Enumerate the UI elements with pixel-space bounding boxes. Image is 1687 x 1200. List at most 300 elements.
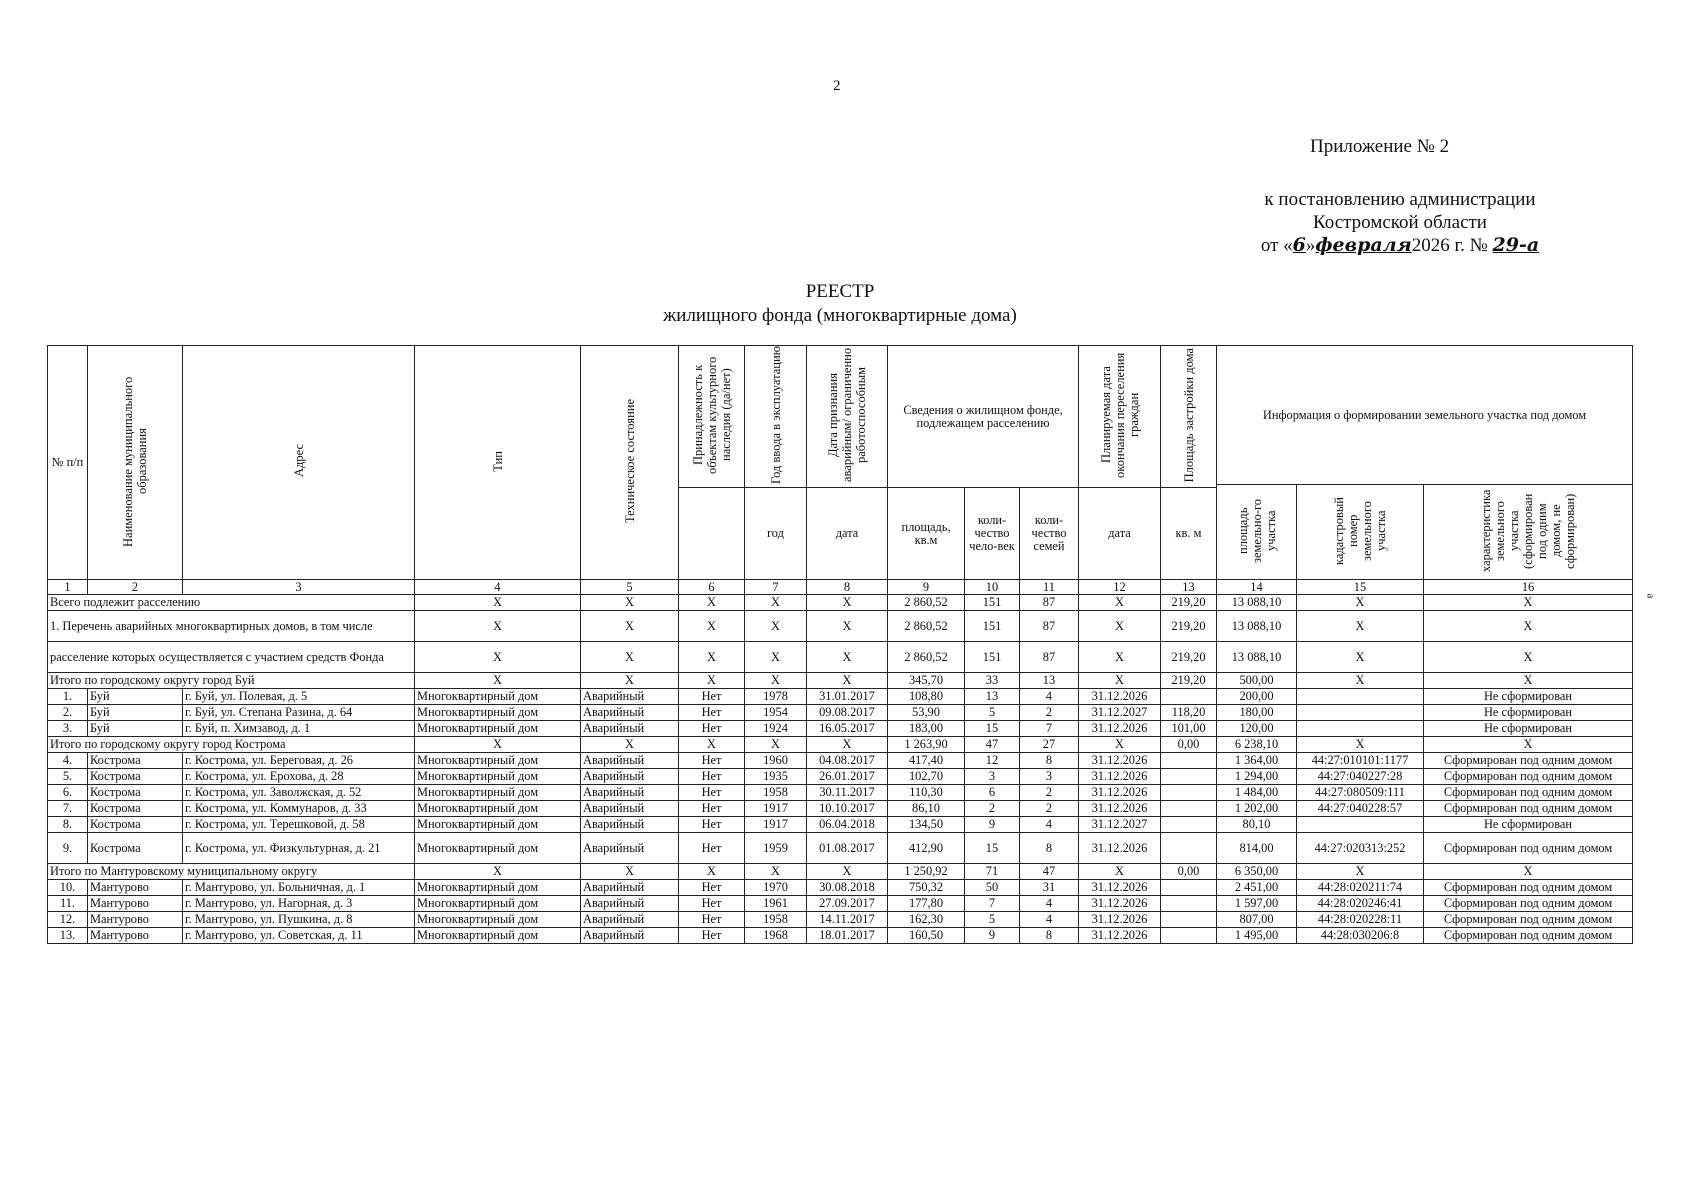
cell-fam: 8 [1020,928,1079,944]
header-num: № п/п [48,346,88,580]
cell-ls: Сформирован под одним домом [1424,801,1633,817]
cell-area: 86,10 [888,801,965,817]
col-number: 15 [1297,580,1424,595]
summary-cell-ls: Х [1424,642,1633,673]
cell-rd: 31.12.2027 [1079,817,1161,833]
cell-m: Кострома [88,785,183,801]
summary-cell-h: Х [679,595,745,611]
summary-cell-h: Х [679,737,745,753]
cell-n: 9. [48,833,88,864]
table-row [48,705,1633,721]
cell-a: г. Кострома, ул. Коммунаров, д. 33 [183,801,415,817]
cell-cad: 44:28:020246:41 [1297,896,1424,912]
cell-t: Многоквартирный дом [415,689,581,705]
col-number: 7 [745,580,807,595]
col-number: 13 [1161,580,1217,595]
summary-cell-y: Х [745,611,807,642]
cell-d: 06.04.2018 [807,817,888,833]
summary-cell-t: Х [415,737,581,753]
cell-ls: Сформирован под одним домом [1424,880,1633,896]
decree-line-2: Костромской области [1313,212,1487,233]
cell-c: Аварийный [581,785,679,801]
summary-cell-fam: 13 [1020,673,1079,689]
summary-cell-ba: 219,20 [1161,595,1217,611]
header-land-area: площадь земельно-го участка [1217,485,1297,580]
summary-cell-rd: Х [1079,642,1161,673]
summary-cell-ls: Х [1424,737,1633,753]
cell-people: 7 [965,896,1020,912]
cell-a: г. Кострома, ул. Ерохова, д. 28 [183,769,415,785]
summary-cell-y: Х [745,864,807,880]
summary-cell-y: Х [745,737,807,753]
summary-cell-la: 6 238,10 [1217,737,1297,753]
cell-fam: 4 [1020,896,1079,912]
cell-area: 183,00 [888,721,965,737]
summary-cell-h: Х [679,864,745,880]
cell-cad: 44:28:020211:74 [1297,880,1424,896]
summary-cell-y: Х [745,642,807,673]
decree-year: 2026 г. № [1411,235,1488,256]
cell-la: 1 495,00 [1217,928,1297,944]
summary-cell-d: Х [807,611,888,642]
cell-t: Многоквартирный дом [415,753,581,769]
cell-a: г. Кострома, ул. Физкультурная, д. 21 [183,833,415,864]
cell-c: Аварийный [581,721,679,737]
cell-ls: Не сформирован [1424,689,1633,705]
cell-t: Многоквартирный дом [415,721,581,737]
decree-month: февраля [1315,234,1412,256]
cell-y: 1960 [745,753,807,769]
summary-cell-d: Х [807,673,888,689]
cell-h: Нет [679,928,745,944]
cell-n: 5. [48,769,88,785]
decree-reference [1235,188,1565,257]
col-number: 2 [88,580,183,595]
cell-t: Многоквартирный дом [415,912,581,928]
summary-cell-cad: Х [1297,737,1424,753]
cell-n: 11. [48,896,88,912]
cell-people: 13 [965,689,1020,705]
summary-row-list1 [48,611,1633,642]
summary-label: Всего подлежит расселению [48,595,415,611]
cell-fam: 2 [1020,785,1079,801]
cell-n: 1. [48,689,88,705]
cell-d: 30.08.2018 [807,880,888,896]
summary-cell-t: Х [415,673,581,689]
col-number: 5 [581,580,679,595]
cell-ls: Не сформирован [1424,817,1633,833]
column-number-row [48,580,1633,595]
cell-a: г. Мантурово, ул. Советская, д. 11 [183,928,415,944]
cell-c: Аварийный [581,896,679,912]
cell-people: 5 [965,912,1020,928]
header-condition: Техническое состояние [581,346,679,580]
cell-c: Аварийный [581,689,679,705]
cell-ls: Сформирован под одним домом [1424,769,1633,785]
col-number: 9 [888,580,965,595]
cell-ba [1161,753,1217,769]
cell-la: 1 202,00 [1217,801,1297,817]
cell-fam: 4 [1020,817,1079,833]
cell-a: г. Буй, ул. Степана Разина, д. 64 [183,705,415,721]
cell-rd: 31.12.2026 [1079,689,1161,705]
cell-ba [1161,817,1217,833]
cell-h: Нет [679,769,745,785]
cell-d: 27.09.2017 [807,896,888,912]
cell-ls: Сформирован под одним домом [1424,912,1633,928]
cell-rd: 31.12.2026 [1079,912,1161,928]
table-row [48,801,1633,817]
cell-people: 15 [965,833,1020,864]
cell-n: 13. [48,928,88,944]
header-built-area: Площадь застройки дома [1161,346,1217,488]
cell-a: г. Мантурово, ул. Пушкина, д. 8 [183,912,415,928]
cell-area: 108,80 [888,689,965,705]
cell-t: Многоквартирный дом [415,785,581,801]
cell-area: 134,50 [888,817,965,833]
cell-cad [1297,817,1424,833]
summary-cell-cad: Х [1297,595,1424,611]
summary-cell-area: 2 860,52 [888,595,965,611]
header-type: Тип [415,346,581,580]
cell-h: Нет [679,721,745,737]
cell-h: Нет [679,912,745,928]
cell-y: 1917 [745,817,807,833]
col-number: 12 [1079,580,1161,595]
cell-la: 80,10 [1217,817,1297,833]
cell-ba [1161,801,1217,817]
summary-cell-c: Х [581,642,679,673]
cell-a: г. Кострома, ул. Терешковой, д. 58 [183,817,415,833]
summary-cell-t: Х [415,642,581,673]
cell-h: Нет [679,705,745,721]
cell-la: 180,00 [1217,705,1297,721]
cell-rd: 31.12.2026 [1079,753,1161,769]
cell-la: 120,00 [1217,721,1297,737]
summary-cell-rd: Х [1079,737,1161,753]
col-number: 4 [415,580,581,595]
col-number: 10 [965,580,1020,595]
cell-y: 1970 [745,880,807,896]
summary-label: Итого по городскому округу город Кострома [48,737,415,753]
table-row [48,769,1633,785]
cell-n: 6. [48,785,88,801]
cell-people: 50 [965,880,1020,896]
cell-m: Буй [88,705,183,721]
summary-cell-la: 500,00 [1217,673,1297,689]
cell-n: 10. [48,880,88,896]
cell-c: Аварийный [581,769,679,785]
cell-h: Нет [679,801,745,817]
cell-area: 53,90 [888,705,965,721]
cell-d: 31.01.2017 [807,689,888,705]
cell-area: 412,90 [888,833,965,864]
cell-y: 1958 [745,785,807,801]
summary-cell-people: 33 [965,673,1020,689]
summary-cell-c: Х [581,864,679,880]
summary-cell-c: Х [581,611,679,642]
cell-d: 04.08.2017 [807,753,888,769]
summary-cell-h: Х [679,642,745,673]
summary-cell-la: 13 088,10 [1217,595,1297,611]
cell-ba [1161,928,1217,944]
cell-c: Аварийный [581,753,679,769]
cell-d: 18.01.2017 [807,928,888,944]
header-unit-date2: дата [1079,488,1161,580]
margin-mark: а [1644,593,1657,599]
table-row [48,880,1633,896]
summary-cell-ls: Х [1424,611,1633,642]
summary-cell-h: Х [679,673,745,689]
summary-cell-ba: 0,00 [1161,737,1217,753]
cell-m: Мантурово [88,896,183,912]
summary-cell-rd: Х [1079,673,1161,689]
cell-c: Аварийный [581,880,679,896]
cell-area: 162,30 [888,912,965,928]
summary-cell-people: 151 [965,611,1020,642]
cell-la: 200,00 [1217,689,1297,705]
summary-cell-cad: Х [1297,864,1424,880]
summary-cell-t: Х [415,595,581,611]
decree-line-1: к постановлению администрации [1264,189,1536,210]
decree-day: 6 [1292,234,1306,256]
summary-cell-people: 47 [965,737,1020,753]
cell-ba [1161,912,1217,928]
summary-cell-d: Х [807,595,888,611]
cell-t: Многоквартирный дом [415,928,581,944]
cell-c: Аварийный [581,801,679,817]
cell-rd: 31.12.2026 [1079,896,1161,912]
cell-ls: Сформирован под одним домом [1424,928,1633,944]
summary-row-manturovo [48,864,1633,880]
cell-la: 807,00 [1217,912,1297,928]
summary-cell-d: Х [807,642,888,673]
cell-rd: 31.12.2027 [1079,705,1161,721]
header-unit-heritage [679,488,745,580]
summary-row-kostroma [48,737,1633,753]
cell-people: 5 [965,705,1020,721]
cell-m: Кострома [88,817,183,833]
cell-d: 10.10.2017 [807,801,888,817]
cell-t: Многоквартирный дом [415,801,581,817]
cell-ls: Сформирован под одним домом [1424,753,1633,769]
document-title [600,280,1080,328]
header-cadastral: кадастровый номер земельного участка [1297,485,1424,580]
cell-m: Мантурово [88,928,183,944]
cell-fam: 2 [1020,801,1079,817]
cell-m: Кострома [88,769,183,785]
summary-cell-t: Х [415,611,581,642]
col-number: 3 [183,580,415,595]
header-address: Адрес [183,346,415,580]
summary-label: расселение которых осуществляется с участием средств Фонда [48,642,415,673]
cell-cad [1297,705,1424,721]
col-number: 11 [1020,580,1079,595]
cell-people: 3 [965,769,1020,785]
decree-line-3 [1235,234,1565,257]
cell-d: 14.11.2017 [807,912,888,928]
summary-cell-c: Х [581,673,679,689]
appendix-label: Приложение № 2 [1310,136,1450,157]
cell-t: Многоквартирный дом [415,769,581,785]
cell-fam: 3 [1020,769,1079,785]
cell-n: 12. [48,912,88,928]
cell-fam: 31 [1020,880,1079,896]
cell-m: Кострома [88,753,183,769]
summary-cell-ls: Х [1424,595,1633,611]
cell-n: 7. [48,801,88,817]
cell-y: 1935 [745,769,807,785]
cell-a: г. Буй, ул. Полевая, д. 5 [183,689,415,705]
table-row [48,721,1633,737]
header-unit-area: площадь, кв.м [888,488,965,580]
summary-cell-cad: Х [1297,611,1424,642]
summary-cell-ls: Х [1424,864,1633,880]
col-number: 14 [1217,580,1297,595]
cell-d: 01.08.2017 [807,833,888,864]
cell-people: 15 [965,721,1020,737]
summary-cell-area: 1 263,90 [888,737,965,753]
cell-h: Нет [679,753,745,769]
summary-cell-y: Х [745,595,807,611]
cell-people: 6 [965,785,1020,801]
col-number: 6 [679,580,745,595]
cell-rd: 31.12.2026 [1079,928,1161,944]
cell-cad: 44:27:080509:111 [1297,785,1424,801]
cell-fam: 4 [1020,689,1079,705]
cell-y: 1961 [745,896,807,912]
page-number: 2 [833,78,841,94]
cell-a: г. Кострома, ул. Заволжская, д. 52 [183,785,415,801]
summary-cell-area: 1 250,92 [888,864,965,880]
cell-c: Аварийный [581,833,679,864]
cell-rd: 31.12.2026 [1079,833,1161,864]
decree-mid: » [1305,235,1316,256]
cell-ba [1161,833,1217,864]
cell-c: Аварийный [581,928,679,944]
cell-people: 9 [965,817,1020,833]
summary-cell-rd: Х [1079,864,1161,880]
header-emergency-date: Дата признания аварийным/ ограниченно работоспособным [807,346,888,488]
cell-la: 1 294,00 [1217,769,1297,785]
cell-ba: 118,20 [1161,705,1217,721]
summary-cell-people: 151 [965,595,1020,611]
header-resettlement-date: Планируемая дата окончания переселения граждан [1079,346,1161,488]
cell-area: 750,32 [888,880,965,896]
cell-ba [1161,785,1217,801]
summary-label: Итого по Мантуровскому муниципальному округу [48,864,415,880]
summary-label: 1. Перечень аварийных многоквартирных домов, в том числе [48,611,415,642]
cell-ls: Сформирован под одним домом [1424,785,1633,801]
cell-m: Мантурово [88,912,183,928]
cell-m: Буй [88,689,183,705]
cell-c: Аварийный [581,705,679,721]
summary-row-bui [48,673,1633,689]
cell-t: Многоквартирный дом [415,705,581,721]
summary-cell-fam: 47 [1020,864,1079,880]
table-row [48,833,1633,864]
summary-cell-cad: Х [1297,642,1424,673]
cell-h: Нет [679,689,745,705]
table-row [48,753,1633,769]
cell-rd: 31.12.2026 [1079,721,1161,737]
table-row [48,912,1633,928]
header-year-built: Год ввода в эксплуатацию [745,346,807,488]
cell-ls: Не сформирован [1424,721,1633,737]
cell-la: 1 484,00 [1217,785,1297,801]
summary-cell-y: Х [745,673,807,689]
cell-a: г. Кострома, ул. Береговая, д. 26 [183,753,415,769]
summary-cell-area: 2 860,52 [888,642,965,673]
cell-ls: Сформирован под одним домом [1424,896,1633,912]
cell-area: 110,30 [888,785,965,801]
cell-h: Нет [679,880,745,896]
cell-m: Мантурово [88,880,183,896]
summary-row-total [48,595,1633,611]
cell-rd: 31.12.2026 [1079,880,1161,896]
cell-la: 814,00 [1217,833,1297,864]
col-number: 16 [1424,580,1633,595]
housing-registry-table [47,345,1633,944]
summary-cell-fam: 87 [1020,595,1079,611]
cell-cad: 44:27:040227:28 [1297,769,1424,785]
summary-cell-people: 71 [965,864,1020,880]
col-number: 8 [807,580,888,595]
cell-ba: 101,00 [1161,721,1217,737]
cell-fam: 7 [1020,721,1079,737]
cell-y: 1958 [745,912,807,928]
header-unit-date: дата [807,488,888,580]
header-land-info: Информация о формировании земельного участка под домом [1217,346,1633,485]
cell-d: 26.01.2017 [807,769,888,785]
summary-cell-fam: 27 [1020,737,1079,753]
table-row [48,689,1633,705]
header-unit-year: год [745,488,807,580]
cell-m: Буй [88,721,183,737]
cell-h: Нет [679,896,745,912]
cell-rd: 31.12.2026 [1079,785,1161,801]
header-land-status: характеристика земельного участка (сформирован под одним домом, не сформирован) [1424,485,1633,580]
cell-a: г. Мантурово, ул. Больничная, д. 1 [183,880,415,896]
cell-area: 102,70 [888,769,965,785]
summary-cell-d: Х [807,864,888,880]
cell-rd: 31.12.2026 [1079,769,1161,785]
cell-t: Многоквартирный дом [415,896,581,912]
cell-ba [1161,880,1217,896]
cell-h: Нет [679,785,745,801]
cell-people: 12 [965,753,1020,769]
header-heritage: Принадлежность к объектам культурного наследия (да/нет) [679,346,745,488]
cell-people: 9 [965,928,1020,944]
cell-h: Нет [679,817,745,833]
table-row [48,928,1633,944]
cell-cad: 44:27:010101:1177 [1297,753,1424,769]
summary-label: Итого по городскому округу город Буй [48,673,415,689]
cell-fam: 2 [1020,705,1079,721]
summary-cell-fam: 87 [1020,642,1079,673]
summary-cell-fam: 87 [1020,611,1079,642]
cell-c: Аварийный [581,912,679,928]
cell-t: Многоквартирный дом [415,880,581,896]
cell-fam: 8 [1020,753,1079,769]
table-row [48,785,1633,801]
summary-cell-la: 13 088,10 [1217,642,1297,673]
summary-cell-la: 13 088,10 [1217,611,1297,642]
cell-ls: Сформирован под одним домом [1424,833,1633,864]
summary-cell-ba: 219,20 [1161,611,1217,642]
cell-y: 1978 [745,689,807,705]
cell-y: 1959 [745,833,807,864]
